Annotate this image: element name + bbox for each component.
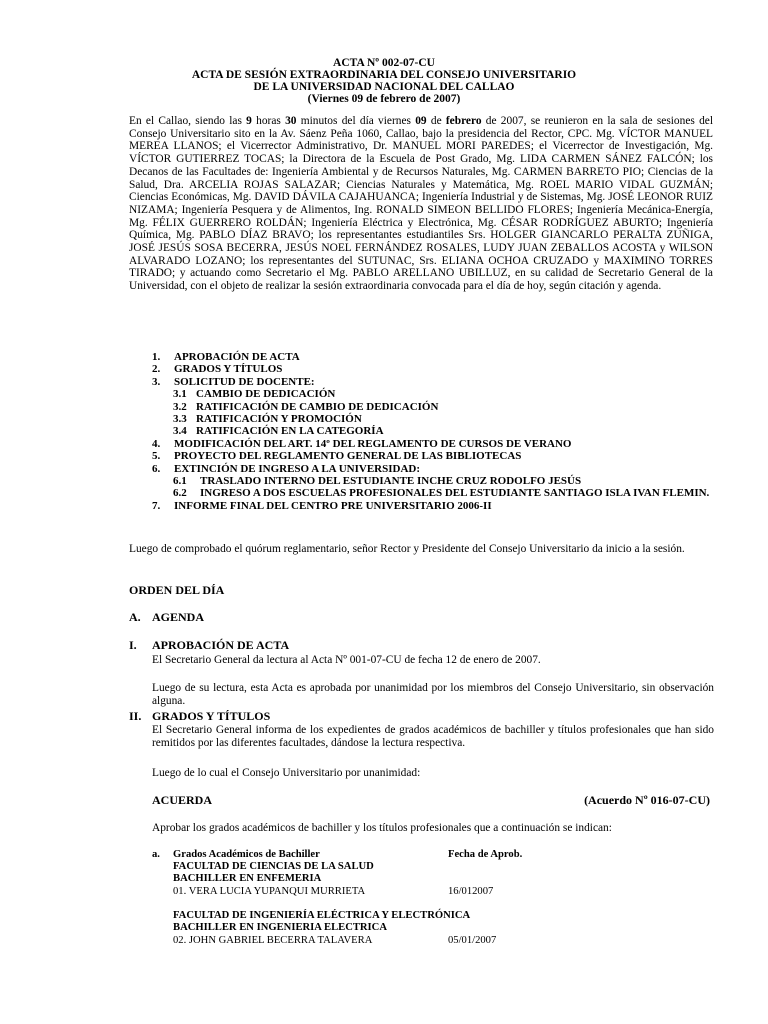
- section-i-title: APROBACIÓN DE ACTA: [152, 638, 290, 652]
- section-a-label: A.: [129, 610, 141, 624]
- agenda-item-text: PROYECTO DEL REGLAMENTO GENERAL DE LAS BIBLIOTECAS: [174, 450, 522, 463]
- intro-text-2: horas: [251, 115, 286, 127]
- section-a-title: AGENDA: [152, 610, 205, 624]
- approval-date: 05/01/2007: [448, 935, 497, 946]
- agenda-item-number: 3.2: [173, 400, 187, 413]
- faculty-name: FACULTAD DE INGENIERÍA ELÉCTRICA Y ELECTRÓNICA: [173, 910, 471, 921]
- agenda-list: [152, 351, 712, 512]
- agenda-item: [152, 438, 712, 450]
- agenda-item-text: TRASLADO INTERNO DEL ESTUDIANTE INCHE CRUZ RODOLFO JESÚS: [200, 475, 582, 488]
- acta-number: ACTA Nº 002-07-CU: [333, 57, 435, 69]
- section-ii-title: GRADOS Y TÍTULOS: [152, 709, 271, 723]
- agenda-item: [152, 376, 712, 388]
- agenda-subitem: [152, 475, 712, 487]
- agenda-item-number: 4.: [152, 437, 161, 450]
- section-i-text-2: Luego de su lectura, esta Acta es aprobada por unanimidad por los miembros del Consejo Universitario, sin observación alguna.: [152, 682, 714, 707]
- section-ii-label: II.: [129, 709, 142, 723]
- quorum-paragraph: Luego de comprobado el quórum reglamentario, señor Rector y Presidente del Consejo Universitario da inicio a la sesión.: [129, 543, 685, 555]
- agenda-item-text: MODIFICACIÓN DEL ART. 14º DEL REGLAMENTO DE CURSOS DE VERANO: [174, 437, 572, 450]
- degree-name: BACHILLER EN INGENIERIA ELECTRICA: [173, 922, 387, 933]
- agenda-item: [152, 500, 712, 512]
- agenda-item-number: 5.: [152, 450, 161, 463]
- agenda-item-number: 3.: [152, 375, 161, 388]
- agenda-item-number: 3.1: [173, 388, 187, 401]
- section-ii-text-1: El Secretario General informa de los expedientes de grados académicos de bachiller y títulos profesionales que han sido remitidos por las diferentes facultades, dándose la lectura respectiva.: [152, 724, 714, 749]
- agenda-item: [152, 363, 712, 375]
- agenda-item-text: INFORME FINAL DEL CENTRO PRE UNIVERSITARIO 2006-II: [174, 499, 492, 512]
- agenda-item-number: 6.1: [173, 475, 187, 488]
- agenda-item-text: APROBACIÓN DE ACTA: [174, 351, 300, 363]
- agenda-item-number: 7.: [152, 499, 161, 512]
- agenda-item: [152, 450, 712, 462]
- acuerdo-number: (Acuerdo Nº 016-07-CU): [584, 793, 710, 807]
- agenda-item-text: EXTINCIÓN DE INGRESO A LA UNIVERSIDAD:: [174, 462, 421, 475]
- agenda-item-number: 2.: [152, 363, 161, 376]
- graduate-entry: 01. VERA LUCIA YUPANQUI MURRIETA: [173, 886, 366, 897]
- intro-minutes: 30: [285, 115, 297, 127]
- section-i-label: I.: [129, 638, 137, 652]
- grados-label: a.: [152, 849, 160, 860]
- intro-paragraph: [129, 115, 713, 293]
- intro-text-1: En el Callao, siendo las: [129, 115, 247, 127]
- agenda-subitem: [152, 388, 712, 400]
- approval-date: 16/012007: [448, 886, 494, 897]
- agenda-item-text: GRADOS Y TÍTULOS: [174, 363, 283, 376]
- agenda-item-text: RATIFICACIÓN Y PROMOCIÓN: [196, 413, 362, 426]
- agenda-subitem: [152, 425, 712, 437]
- fecha-column-title: Fecha de Aprob.: [448, 849, 523, 860]
- agenda-item-text: INGRESO A DOS ESCUELAS PROFESIONALES DEL ESTUDIANTE SANTIAGO ISLA IVAN FLEMIN.: [200, 487, 710, 500]
- agenda-subitem: [152, 487, 712, 499]
- intro-text-5: de 2007, se reunieron en la sala de sesiones del Consejo Universitario sito en la Av. Sáenz Peña 1060, Callao, bajo la presidencia del Rector, CPC. Mg. VÍCTOR MANUEL MEREA LLANOS; el Vicerrector Administrativo, Dr. MANUEL MORI PAREDES; el Vicerrector de Investigación, Mg. VÍCTOR GUTIERREZ TOCAS; la Directora de la Escuela de Post Grado, Mg. LIDA CARMEN SÁNEZ FALCÓN; los Decanos de las Facultades de: Ingeniería Ambiental y de Recursos Naturales, Mg. CARMEN BARRETO PIO; Ciencias de la Salud, Dra. ARCELIA ROJAS SALAZAR; Ciencias Naturales y Matemática, Mg. ROEL MARIO VIDAL GUZMÁN; Ciencias Económicas, Mg. DAVID DÁVILA CAJAHUANCA; Ingeniería Industrial y de Sistemas, Mg. JOSÉ LEONOR RUIZ NIZAMA; Ingeniería Pesquera y de Alimentos, Ing. RONALD SIMEON BELLIDO FLORES; Ingeniería Mecánica-Energía, Mg. FÉLIX GUERRERO ROLDÁN; Ingeniería Eléctrica y Electrónica, Mg. CÉSAR RODRÍGUEZ ABURTO; Ingeniería Química, Mg. PABLO DÍAZ BRAVO; los representantes estudiantiles Srs. HOLGER GIANCARLO PERALTA ZUÑIGA, JOSÉ JESÚS SOSA BECERRA, JESÚS NOEL FERNÁNDEZ ROSALES, LUDY JUAN ZEBALLOS ACOSTA y WILSON ALVARADO LOZANO; los representantes del SUTUNAC, Srs. ELIANA OCHOA CRUZADO y MAXIMINO TORRES TIRADO; y actuando como Secretario el Mg. PABLO ARELLANO UBILLUZ, en su calidad de Secretario General de la Universidad, con el objeto de realizar la sesión extraordinaria convocada para el día de hoy, según citación y agenda.: [129, 115, 713, 293]
- agenda-item-text: RATIFICACIÓN EN LA CATEGORÍA: [196, 425, 384, 438]
- agenda-item-number: 3.3: [173, 413, 187, 426]
- intro-hours: 9: [246, 115, 252, 127]
- section-i-text-1: El Secretario General da lectura al Acta Nº 001-07-CU de fecha 12 de enero de 2007.: [152, 654, 541, 666]
- intro-text-3: minutos del día viernes: [296, 115, 416, 127]
- agenda-item-number: 1.: [152, 351, 161, 363]
- agenda-item-text: RATIFICACIÓN DE CAMBIO DE DEDICACIÓN: [196, 400, 439, 413]
- degree-name: BACHILLER EN ENFEMERIA: [173, 873, 322, 884]
- graduate-entry: 02. JOHN GABRIEL BECERRA TALAVERA: [173, 935, 373, 946]
- agenda-item: [152, 351, 712, 363]
- section-ii-text-3: Aprobar los grados académicos de bachiller y los títulos profesionales que a continuación se indican:: [152, 822, 612, 834]
- faculty-name: FACULTAD DE CIENCIAS DE LA SALUD: [173, 861, 374, 872]
- acta-title: ACTA DE SESIÓN EXTRAORDINARIA DEL CONSEJO UNIVERSITARIO: [191, 69, 577, 81]
- agenda-item-number: 6.: [152, 462, 161, 475]
- orden-del-dia-heading: ORDEN DEL DÍA: [129, 583, 225, 597]
- session-date: (Viernes 09 de febrero de 2007): [307, 93, 461, 105]
- agenda-subitem: [152, 401, 712, 413]
- agenda-item: [152, 463, 712, 475]
- agenda-item-number: 3.4: [173, 425, 187, 438]
- university-name: DE LA UNIVERSIDAD NACIONAL DEL CALLAO: [253, 81, 515, 93]
- agenda-item-number: 6.2: [173, 487, 187, 500]
- agenda-item-text: SOLICITUD DE DOCENTE:: [174, 375, 315, 388]
- agenda-subitem: [152, 413, 712, 425]
- acuerda-heading: ACUERDA: [152, 793, 212, 807]
- intro-month: febrero: [445, 115, 482, 127]
- grados-column-title: Grados Académicos de Bachiller: [173, 849, 320, 860]
- agenda-item-text: CAMBIO DE DEDICACIÓN: [196, 388, 336, 401]
- intro-day: 09: [415, 115, 427, 127]
- section-ii-text-2: Luego de lo cual el Consejo Universitario por unanimidad:: [152, 767, 421, 779]
- intro-text-4: de: [426, 115, 446, 127]
